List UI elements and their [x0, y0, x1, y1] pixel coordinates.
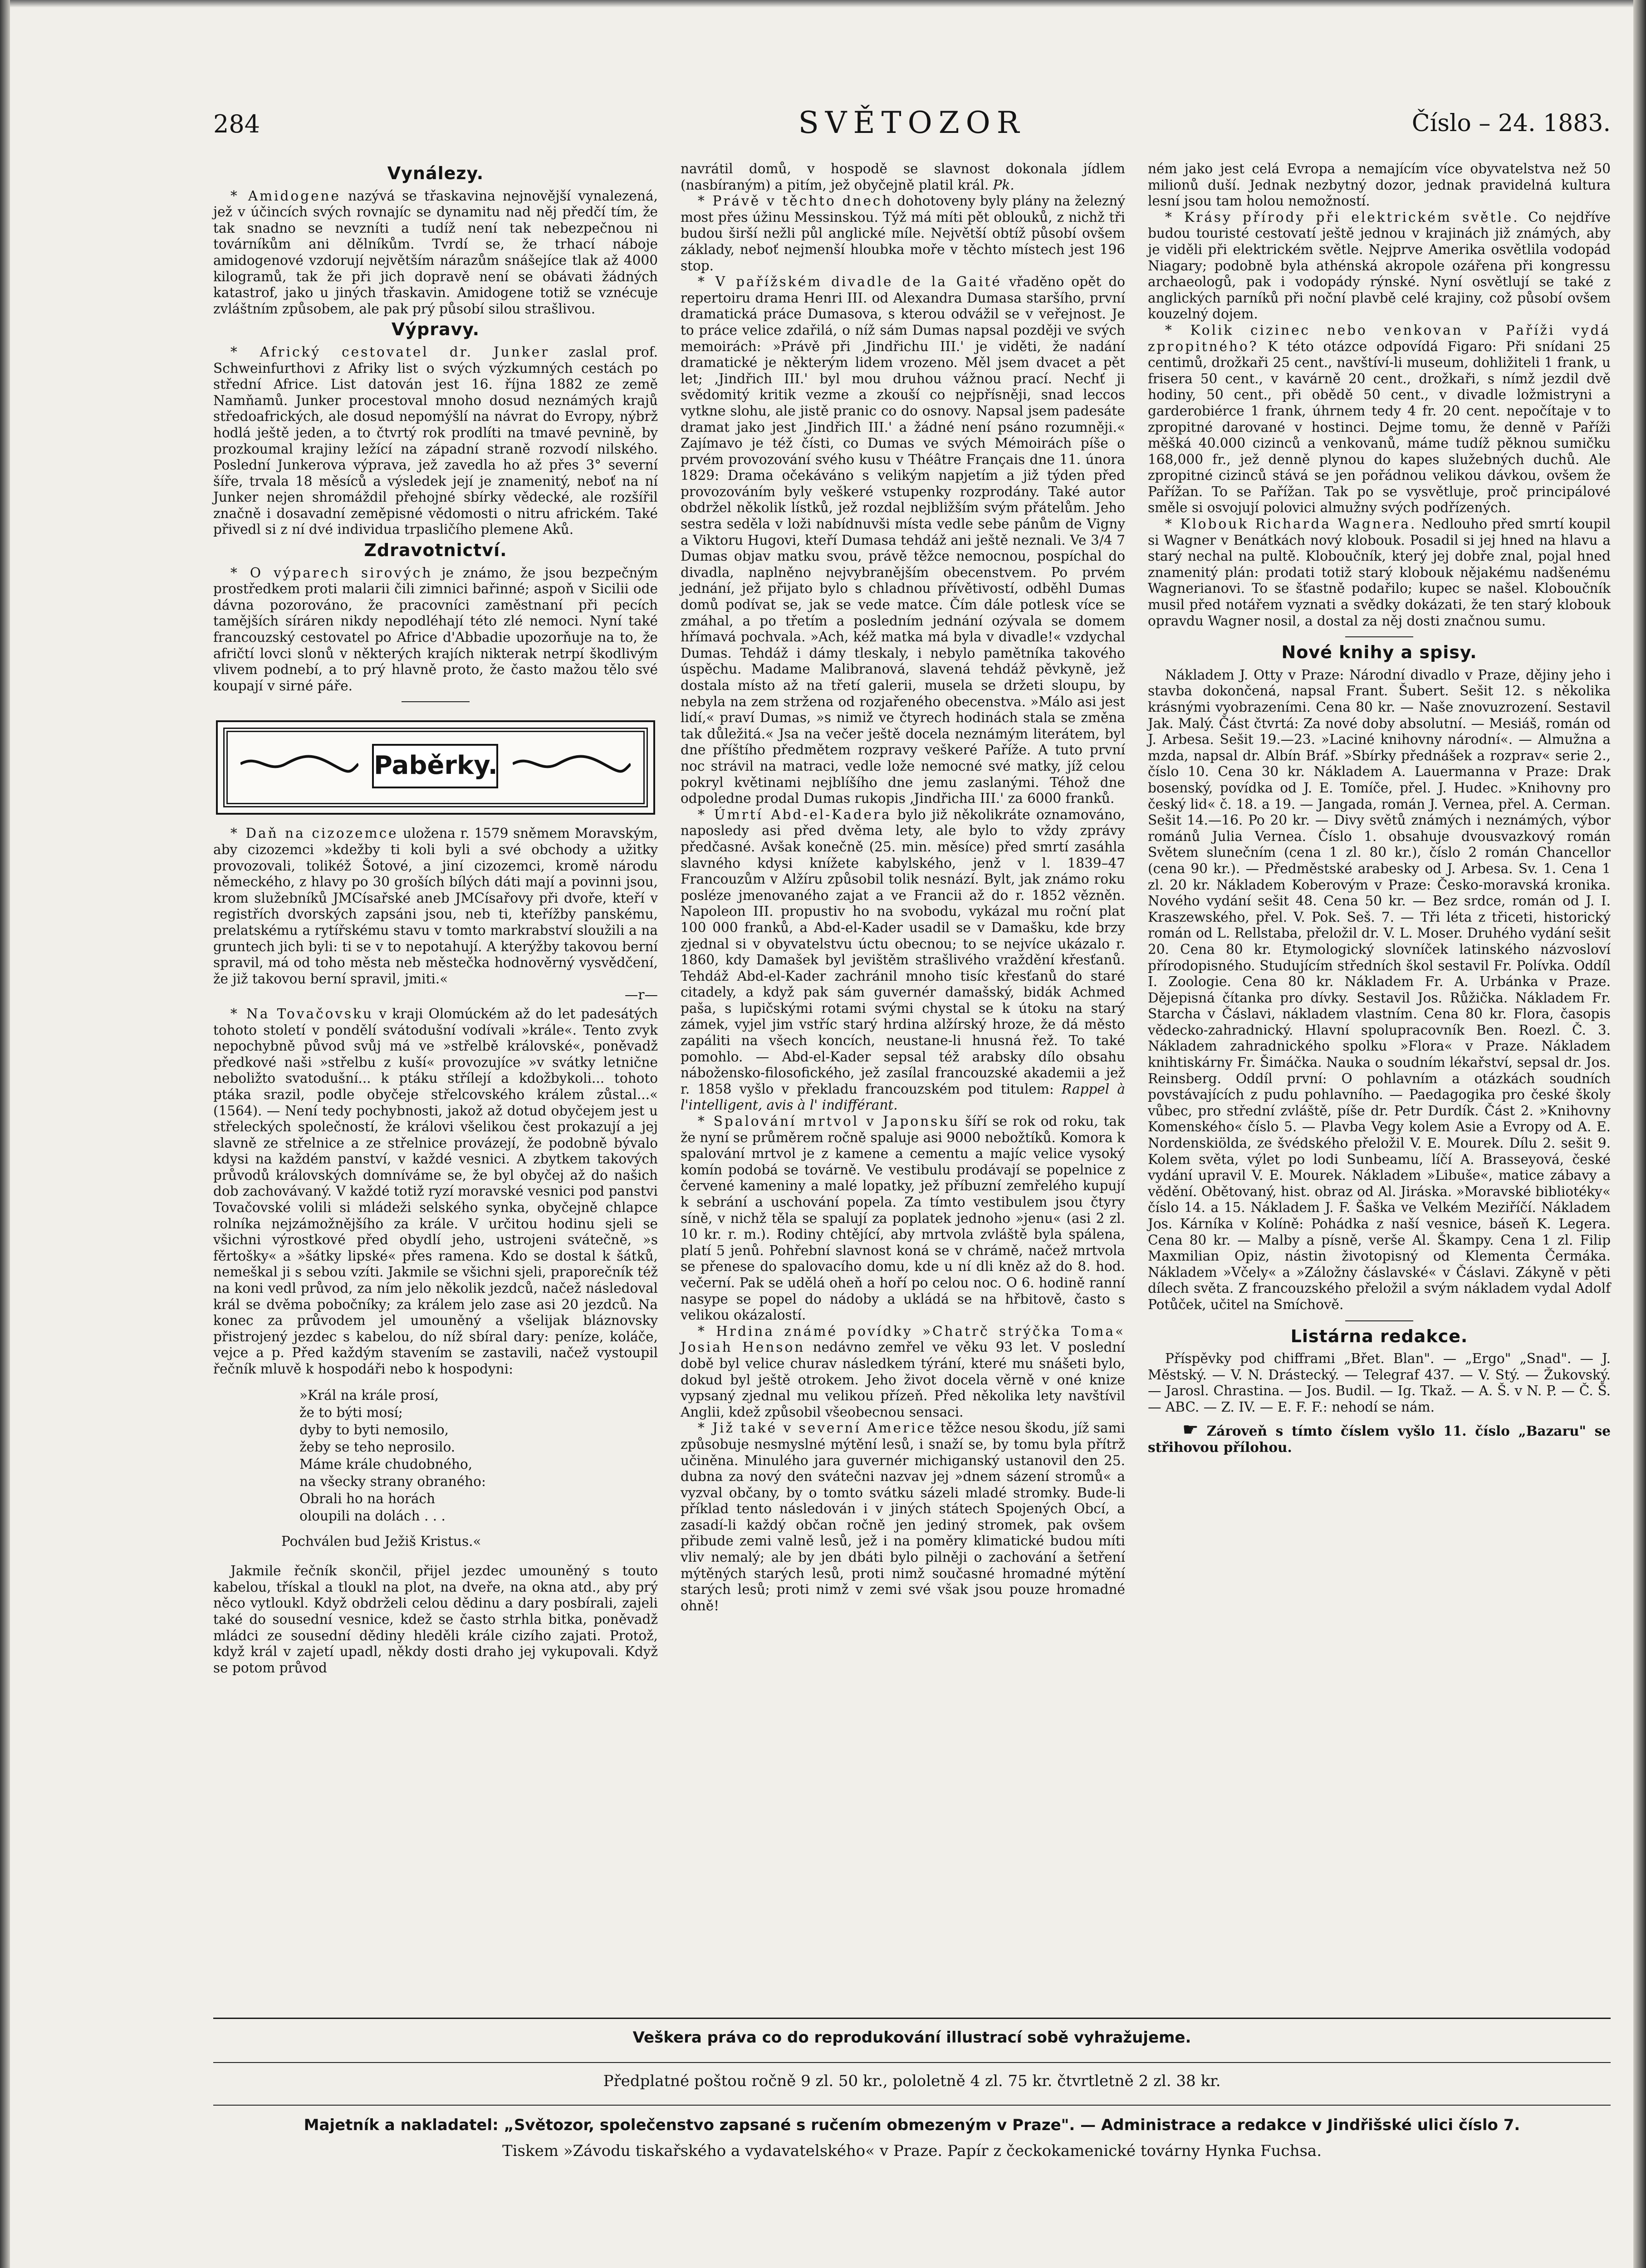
section-heading-vynalezy: Vynálezy.	[387, 163, 484, 183]
page-edge-left	[0, 0, 10, 2268]
issue-number: Číslo – 24. 1883.	[1411, 110, 1611, 137]
article-body: navrátil domů, v hospodě se slavnost dokonala jídlem (nasbíraným) a pitím, jež obyčejně platil král.	[681, 161, 1125, 193]
poem-ending: Pochválen bud Ježiš Kristus.«	[281, 1533, 481, 1549]
article-lead: * V pařížském divadle de la Gaité	[698, 274, 1002, 290]
footer-divider	[213, 2105, 1611, 2106]
article-body: šíří se rok od roku, tak že nyní se průměrem ročně spaluje asi 9000 nebožtíků. Komora k spalování mrtvol je z kamene a cementu a majíc velice vysoký komín podobá se továrně. Ve vestibulu prodávají se popelnice z červené kameniny a malé lopatky, jež příbuzní zemřelého kupují k sebrání a uschování popela. Za tímto vestibulem jsou čtyry síně, v nichž těla se spalují za poplatek jednoho »jenu« (asi 2 zl. 10 kr. r. m.). Rodiny chtějící, aby mrtvola zvláště byla spálena, platí 5 jenů. Pohřební slavnost koná se v chrámě, načež mrtvola se přenese do spalovacího domu, kde u ní dli kněz až do 8. hod. večerní. Pak se udělá oheň a hoří po celou noc. O 6. hodině ranní nasype se popel do nádoby a ukládá se na hřbitově, často s velikou okázalostí.	[681, 1114, 1125, 1323]
article-lead: * Kolik cizinec nebo venkovan v Paříži vydá zpropitného?	[1148, 322, 1611, 354]
section-heading-nove-knihy: Nové knihy a spisy.	[1281, 642, 1477, 663]
poem-line: že to býti mosí;	[299, 1404, 403, 1420]
article-sirove-vypary	[213, 565, 658, 694]
footer-rights	[213, 2028, 1611, 2047]
masthead: SVĚTOZOR	[798, 105, 1026, 140]
book-listings: Nákladem J. Otty v Praze: Národní divadlo v Praze, dějiny jeho i stavba dokončená, napsal Frant. Šubert. Sešit 12. s několika krásnými vyobrazeními. Cena 80 kr. — Naše znovuzrození. Sestavil Jak. Malý. Část čtvrtá: Za nové doby absolutní. — Mesiáš, román od J. Arbesa. Sešit 19.—23. »Laciné knihovny národní«. — Almužna a mzda, napsal dr. Albín Bráf. »Sbírky přednášek a rozprav« serie 2., číslo 10. Cena 30 kr. Nákladem A. Lauermanna v Praze: Drak bosenský, povídka od J. E. Tomíče, přel. J. Hudec. »Knihovny pro český lid« č. 18. a 19. — Jangada, román J. Vernea, přel. A. Cerman. Sešit 14.—16. Po 20 kr. — Divy světů známých i neznámých, výbor románů Julia Vernea. Číslo 1. obsahuje dvousvazkový román Světem slunečním (cena 1 zl. 80 kr.), číslo 2 román Chancellor (cena 90 kr.). — Předměstské arabesky od J. Arbesa. Sv. 1. Cena 1 zl. 20 kr. Nákladem Koberovým v Praze: Česko-moravská kronika. Nového vydání sešit 48. Cena 50 kr. — Bez srdce, román od J. I. Kraszewského, přel. V. Pok. Seš. 7. — Tři léta z třiceti, historický román od L. Rellstaba, přeložil dr. V. L. Moser. Druhého vydání sešit 20. Cena 80 kr. Etymologický slovníček latinského názvosloví přírodopisného. Studujícím středních škol sestavil Fr. Polívka. Oddíl I. Zoologie. Cena 80 kr. Nákladem Fr. A. Urbánka v Praze. Dějepisná čítanka pro dívky. Sestavil Jos. Růžička. Nákladem Fr. Starcha v Čáslavi, nákladem vlastním. Cena 80 kr. Flora, časopis vědecko-zahradnický. Hlavní spolupracovník Ben. Roezl. Č. 3. Nákladem zahradnického spolku »Flora« v Praze. Nákladem knihtiskárny Fr. Šimáčka. Nauka o soudním lékařství, sepsal dr. Jos. Reinsberg. Oddíl první: O pohlavním a otázkách soudních povstávajících z pudu pohlavního. — Paedagogika pro české školy vůbec, pro střední zvláště, píše dr. Petr Durdík. Část 2. »Knihovny Komenského« číslo 5. — Plavba Vegy kolem Asie a Evropy od A. E. Nordenskiölda, ze švédského přeložil V. E. Mourek. Dílu 2. sešit 9. Kolem světa, výlet po lodi Sunbeamu, líčí A. Brasseyová, české vydání upravil V. E. Mourek. Nákladem »Libuše«, matice zábavy a vědění. Obětovaný, hist. obraz od Al. Jiráska. »Moravské bibliotéky« číslo 14. a 15. Nákladem J. F. Šaška ve Velkém Meziříčí. Nákladem Jos. Kárníka v Kolíně: Pohádka z naší vesnice, báseň K. Legera. Cena 80 kr. — Malby a písně, verše Al. Škampy. Cena 1 zl. Filip Maxmilian Opiz, nástin životopisný od Klementa Čermáka. Nákladem »Včely« a »Záložny čáslavské« v Čáslavi. Zákyně v pěti dílech světa. Z francouzského přeložil a svým nákladem vydal Adolf Potůček, učitel na Smíchově.	[1148, 667, 1611, 1312]
article-lead: * Právě v těchto dnech	[698, 193, 893, 209]
article-signature: —r—	[624, 987, 658, 1003]
article-tovacovsko	[213, 1006, 658, 1378]
section-heading-vypravy: Výpravy.	[391, 319, 480, 340]
article-henson	[681, 1324, 1125, 1421]
page-header	[213, 105, 1611, 142]
section-heading-zdravotnictvi: Zdravotnictví.	[364, 540, 507, 561]
footer-subscription: Předplatné poštou ročně 9 zl. 50 kr., pololetně 4 zl. 75 kr. čtvrtletně 2 zl. 38 kr.	[603, 2072, 1221, 2090]
column-1	[213, 161, 658, 1676]
bazar-notice-text: Zároveň s tímto číslem vyšlo 11. číslo „Bazaru" se střihovou přílohou.	[1148, 1422, 1611, 1456]
article-body: nedávno zemřel ve věku 93 let. V poslední době byl velice churav následkem týrání, které mu snášeti bylo, dokud byl ještě otrokem. Jeho život docela věrně v oné knize vypsaný zjednal mu velikou přízeň. Před několika lety navštívil Anglii, kdež způsobil všeobecnou sensaci.	[681, 1339, 1125, 1420]
article-continuation: Jakmile řečník skončil, přijel jezdec umouněný s touto kabelou, třískal a tloukl na plot, na dveře, na okna atd., aby prý něco vytloukl. Když obdrželi celou dědinu a dary posbírali, zajeli také do sousední vesnice, kdež se často strhla bitka, poněvadž mládci ze sousední dědiny hleděli krále cizího zajati. Protož, když král v zajetí upadl, někdy dosti draho jej vykupovali. Když se potom průvod	[213, 1563, 658, 1676]
book-title: Rappel à l'intelligent, avis à l' indifférant.	[681, 1081, 1125, 1113]
article-body: zaslal prof. Schweinfurthovi z Afriky list o svých výzkumných cestách po střední Africe. List datován jest 16. října 1882 ze země Namňamů. Junker procestoval mnoho dosud neznámých krajů středoafrických, ale dosud nepomýšlí na návrat do Evropy, nýbrž hodlá ještě jeden, a to čtvrtý rok prodlíti na tmavé pevnině, by prozkoumal krajiny ležící na západní straně rozvodí nilského. Poslední Junkerova výprava, jež zavedla ho až přes 3° severní šíře, trvala 18 měsíců a výsledek její je znamenitý, neboť na ní Junker nejen shromáždil přehojné sbírky vědecké, ale rozšířil značně i dosavadní zeměpisné vědomosti o nitru africkém. Také přivedl si z ní dvé individua trpasličího plemene Aků.	[213, 344, 658, 538]
article-junker	[213, 344, 658, 538]
article-body: vřaděno opět do repertoiru drama Henri III. od Alexandra Dumasa staršího, první dramatická práce Dumasova, s kterou odvážil se v veřejnost. Je to práce velice zdařilá, o níž sám Dumas napsal později ve svých memoirách: »Právě při ,Jindřichu III.' je viděti, že nadání dramatické je některým lidem vrozeno. Měl jsem dvacet a pět let; ,Jindřich III.' byl mou druhou vážnou prací. Nechť ji svědomitý kritik vezme a zkouší co nejpřísněji, snad leccos vytkne slohu, ale jistě pranic co do osnovy. Napsal jsem padesáte dramat jako jest ,Jindřich III.' a žádné není psáno rozumněji.« Zajímavo je též čísti, co Dumas ve svých Mémoirách píše o prvém provozování svého kusu v Théâtre Français dne 11. února 1829: Drama očekáváno s velikým napjetím a již týden před provozováním byly veškeré vstupenky rozprodány. Také autor obdržel několik lístků, jež rozdal nejbližším svým přátelům. Jeho sestra sedělа v loži nabídnuvši místa vedle sebe pánům de Vigny a Viktoru Hugovi, kteří Dumasa tehdáž ani ještě neznali. Ve 3/4 7 Dumas objav matku svou, právě těžce nemocnou, pospíchal do divadla, naplněno nejvybranějším obecenstvem. Po prvém jednání, jež přijato bylo s chladnou přívětivostí, odběhl Dumas domů podívat se, jak se vede matce. Čím dále potlesk více se zmáhal, a po třetím a posledním jednání ozývala se domem hřímavá pochvala. »Ach, kéž matka má byla v divadle!« vzdychal Dumas. Tehdáž i dámy tleskaly, i nebylo pamětníka takového úspěchu. Madame Malibranová, slavená tehdáž pěvkyně, jež dostala místo až na třetí galerii, musela se držeti sloupu, by nebyla na zem stržena od rozjařeného obecenstva. »Málo asi jest lidí,« praví Dumas, »s nimiž ve čtyrech hodinách stala se změna tak důležitá.« Jsa na večer ještě docela neznámým literátem, byl dne příštího předmětem rozpravy veškeré Paříže. A tuto první noc strávil na matraci, vedle lože nemocné své matky, jíž celou pokryl květinami nejblíšího dne jemu zaslanými. Téhož dne odpoledne prodal Dumas rukopis ,Jindřicha III.' za 6000 franků.	[681, 274, 1125, 807]
article-body: uložena r. 1579 sněmem Moravským, aby cizozemci »kdežby ti koli byli a své obchody a užitky provozovali, tolikéž Šotové, a jiní cizozemci, kromě národu německého, z hlavy po 30 groších bílých dáti mají a povinni jsou, krom služebníků JMCísařské aneb JMCísařovy při dvoře, kteří v registřích dvorských zapsáni jsou, neb ti, kteřížby panskému, prelatskému a rytířskému stavu v tomto markrabství sloužili a na gruntech jich byli: ti se v to nepotahují. A kterýžby takovou berní spravil, má od toho města neb městečka hodnověrný vysvědčení, že již takovou berní spravil, jmiti.«	[213, 826, 658, 987]
article-amidogene	[213, 188, 658, 318]
article-body: nazývá se třaskavina nejnovější vynalezená, jež v účincích svých rovnajíc se dynamitu nad něj předčí tím, že tak snadno se nevzníti a tudíž není tak nebezpečnou ni továrníkům ani dělníkům. Tvrdí se, že trhací náboje amidogenové vzdorují největším nárazům snášejíce tlak až 4000 kilogramů, tak že při jich dopravě není se obávati žádných katastrof, jako u jiných třaskavin. Amidogene totiž se vznécuje zvláštním způsobem, ale pak prý působí silou strašlivou.	[213, 188, 658, 317]
footer-publisher	[213, 2116, 1611, 2134]
article-body: těžce nesou škodu, jíž sami způsobuje nesmyslné mýtění lesů, i snaží se, by tomu byla přítrž učiněna. Minulého jara guvernér michiganský ustanovil den 25. dubna za nový den svátečni nazvav jej »dnem sázení stromů« a vyzval občany, by o tomto svátku sázeli mladé stromky. Bude-li příklad tento následován i v jiných státech Spojených Obcí, a zasadí-li každý občan ročně jen jediný stromek, pak ovšem přibude zemi valně lesů, jež i na poměry klimatické budou míti vliv nemalý; ale by jen dbáti bylo pilněji o zachování a šetření mýtěných starých lesů, proti nimž současné hromadné mýtění starých lesů; proti nimž v zemi své však jsou pouze hromadné ohně!	[681, 1420, 1125, 1613]
article-lead: * Na Tovačovsku	[230, 1006, 374, 1022]
article-sazeni-stromu	[681, 1420, 1125, 1614]
editorial-replies: Příspěvky pod chifframi „Břet. Blan". — „Ergo" „Snad". — J. Městský. — V. N. Drástecký. — Telegraf 437. — V. Stý. — Žukovský. — Jarosl. Chrastina. — Jos. Budil. — Ig. Tkaž. — A. Š. v N. P. — Č. Š. — ABC. — Z. IV. — E. F. F.: nehodí se nám.	[1148, 1351, 1611, 1415]
banner-scroll-right	[513, 754, 631, 774]
article-wagner	[1148, 516, 1611, 629]
article-lead: * Krásy přírody při elektrickém světle.	[1165, 209, 1519, 225]
poem-line: na všecky strany obraného:	[299, 1473, 486, 1489]
section-divider	[1345, 1320, 1413, 1321]
article-lead: * O výparech sirových	[230, 565, 433, 581]
poem-line: Máme krále chudobného,	[299, 1456, 473, 1472]
article-elektricke-svetlo	[1148, 210, 1611, 323]
publisher-text: Majetník a nakladatel: „Světozor, společenstvo zapsané s ručením obmezeným v Praze". — Administrace a redakce v Jindřišské ulici číslo 7.	[304, 2116, 1520, 2134]
poem-line: »Král na krále prosí,	[299, 1387, 439, 1403]
footer-printer: Tiskem »Závodu tiskařského a vydavatelského« v Praze. Papír z čeckokamenické továrny Hynka Fuchsa.	[502, 2142, 1322, 2160]
page-edge-top	[0, 0, 1646, 7]
article-dan-na-cizozemce	[213, 826, 658, 987]
article-abd-el-kader	[681, 807, 1125, 1114]
article-body: K této otázce odpovídá Figaro: Při snídani 25 centimů, drožkaři 25 cent., navštíví-li museum, dohližiteli 1 frank, u frisera 50 cent., v kavárně 20 cent., drožkaři, s nímž jezdil dvě hodiny, 50 cent., při obědě 50 cent., v divadle ložmistryni a garderobiérce 1 frank, úhrnem tedy 4 fr. 20 cent. nepočítaje v to zpropitné darované v hostinci. Dejme tomu, že denně v Paříži měšká 40.000 cizinců a venkovanů, máme tudíž pěknou sumičku 168,000 fr., jež denně plynou do kapes služebných duchů. Ale zpropitné cizinců stává se jen pořádnou velikou dávkou, ovšem že Pařížan. To se Pařížan. Tak po se vysvětluje, proč principálové směle si osvojují polovici almužny svých podřízených.	[1148, 338, 1611, 516]
column-3	[1148, 161, 1611, 1456]
banner-scroll-left	[240, 754, 358, 774]
article-dumas	[681, 274, 1125, 807]
article-lead: * Již také v severní Americe	[698, 1420, 936, 1436]
footer-rule-top	[213, 2018, 1611, 2019]
article-body: v kraji Olomúckém až do let padesátých tohoto století v pondělí svátodušní vodívali »krále«. Tento zvyk nepochybně původ svůj má ve »střelbě královské«, poněvadž předkové naši »střelbu z kuší« provozujíce »v svátky letnične neboližto svatodušní... k ptáku střílejí a kdožbykoli... tohoto ptáka srazil, podle obyčeje střelcovského králem zůstal...« (1564). — Není tedy pochybnosti, jakož až dotud obyčejem jest u střeleckých společností, že královi všelikou čest prokazují a jej slavně ze střelnice a ze střelnice provázejí, že podobně bývalo kdysi na každém panství, v každé vesnici. A zbytkem takových průvodů královských domníváme se, že byl obyčej až do našich dob zachovávaný. V každé totiž ryzí moravské vesnici pod panstvi Tovačovské volili si mládeži selského synka, obyčejně chlapce rolníka nejzámožnějšího za krále. V určitou hodinu sjeli se všichni výrostkové před obydlí jeho, ustrojeni svátečně, »s fěrtošky« a »šátky lipské« přes ramena. Kdo se dostal k šátků, nemeškal ji s sebou vzíti. Jakmile se všichni sjeli, praporečník též na koni vedl průvod, za ním jelo několik jezdců, načež následoval král se dvěma pobočníky; za králem jelo zase asi 20 jezdců. Na konec za průvodem jel umouněný a všelijak bláznovsky přistrojený jezdec s kabelou, do níž sbíral dary: peníze, koláče, vejce a p. Před každým stavením se zastavili, načež vystoupil řečník mluvě k hospodáři nebo k hospodyni:	[213, 1006, 658, 1377]
article-body: Nedlouho před smrtí koupil si Wagner v Benátkách nový klobouk. Posadil si jej hned na hlavu a starý nechal na pultě. Kloboučník, který jej dobře znal, pojal hned znamenitý plán: prodati totiž starý klobouk nějakému nadšenému Wagnerianovi. To se šťastně podařilo; kupec se našel. Kloboučník musil před notářem vyznati a svědky dokázati, že ten starý klobouk opravdu Wagner nosil, a dostal za něj dosti značnou sumu.	[1148, 516, 1611, 629]
article-japonsko	[681, 1114, 1125, 1324]
article-lead: * Hrdina známé povídky »Chatrč strýčka Toma« Josiah Henson	[681, 1323, 1125, 1355]
poem-line: Obrali ho na horách	[299, 1491, 436, 1506]
article-signature: Pk.	[993, 177, 1014, 193]
article-body: dohotoveny byly plány na železný most přes úžinu Messinskou. Týž má míti pět oblouků, z nichž tři budou širší nežli půl anglické míle. Největší obtíž působí ovšem základy, neboť nejmenší hloubka moře v těchto místech jest 196 stop.	[681, 193, 1125, 274]
poem-line: oloupili na dolách . . .	[299, 1508, 446, 1524]
article-body: Co nejdříve budou touristé cestovatí ještě jednou v krajinách již známých, aby je viděli při elektrickém světle. Nejprve Amerika osvětlila vodopád Niagary; podobně byla athénská akropole ozářena při kongressu archaeologů, pak i vodopády rýnské. Nyní osvětlují se také z anglických parníků při noční plavbě celé krajiny, což působí ovšem kouzelný dojem.	[1148, 209, 1611, 322]
column-2	[681, 161, 1125, 1614]
banner-title: Paběrky.	[372, 744, 498, 788]
section-divider	[1345, 636, 1413, 637]
article-body: bylo již několikráte oznamováno, naposledy asi před dvěma lety, ale bylo to vždy zprávy předčasné. Avšak konečně (25. min. měsíce) před smrtí zasáhla slavného kdysi knížete kabylského, jenž v l. 1839–47 Francouzům v Alžíru způsobil tolik nesnází. Bylt, jak známo roku posléze jmenovaného zajat a ve Francii až do r. 1852 vězněn. Napoleon III. propustiv ho na svobodu, vykázal mu ročnί plat 100 000 franků, a Abd-el-Kader usadil se v Damašku, kde brzy zjednal si v obyvatelstvu úctu obecnou; to se nejvíce ukázalo r. 1860, kdy Damašek byl jevištěm strašlivého vraždění křesťanů. Tehdáž Abd-el-Kader zachránil mnoho tisíc křesťanů do staré citadely, a když pak sám guvernér damašský, bidák Achmed paša, s lupičskými rotami svými chystal se k útoku na starý zámek, vyjel jim vstříc starý hrdina alžírský hroze, že dá město zapáliti na všech koncích, neustane-li hnusná řež. To také pomohlo. — Abd-el-Kader sepsal též arabsky dílo obsahu nábožensko-filosofického, jež zasílal francouzské akademii a jež r. 1858 vyšlo v překladu francouzském pod titulem:	[681, 807, 1125, 1097]
article-continuation	[681, 161, 1125, 193]
article-continuation: ném jako jest celá Evropa a nemajícím více obyvatelstva než 50 milionů duší. Jednak nezbytný dozor, jednak pravidelná kultura lesní jsou tam holou nemožností.	[1148, 161, 1611, 209]
article-messina-most	[681, 193, 1125, 274]
poem-line: žeby se teho neprosilo.	[299, 1439, 456, 1455]
article-lead: * Daň na cizozemce	[230, 826, 398, 841]
section-divider	[402, 701, 470, 702]
poem-line: dyby to byti nemosilo,	[299, 1422, 449, 1437]
bazar-notice	[1148, 1419, 1611, 1456]
section-heading-listarna: Listárna redakce.	[1290, 1326, 1468, 1346]
rights-text: Veškera práva co do reprodukování illustrací sobě vyhražujeme.	[632, 2028, 1191, 2047]
paberky-banner	[216, 720, 655, 815]
page-edge-right	[1633, 0, 1646, 2268]
footer-divider	[213, 2062, 1611, 2063]
article-lead: * Spalování mrtvol v Japonsku	[698, 1114, 960, 1129]
article-zpropitne	[1148, 323, 1611, 516]
article-body: je známo, že jsou bezpečným prostředkem proti malarii čili zimnici bařinné; aspoň v Sicilii ode dávna pozorováno, že pracovníci zaměstnaní při pecích tamějších síráren nikdy nepodléhají této zlé nemoci. Nyní také francouzský cestovatel po Africe d'Abbadie upozorňuje na to, že afričtí lovci slonů v některých krajích nikterak netrpí škodlivým vlivem podnebí, a to prý hlavně proto, že často mažou tělo své koupají v sirné páře.	[213, 565, 658, 694]
article-lead: * Africký cestovatel dr. Junker	[230, 344, 550, 360]
article-lead: * Klobouk Richarda Wagnera.	[1165, 516, 1417, 532]
article-lead: * Amidogene	[230, 188, 341, 204]
article-lead: * Úmrtí Abd-el-Kadera	[698, 807, 892, 822]
page-number: 284	[213, 110, 260, 138]
pointing-hand-icon: ☛	[1182, 1419, 1199, 1440]
folk-poem	[299, 1387, 658, 1525]
